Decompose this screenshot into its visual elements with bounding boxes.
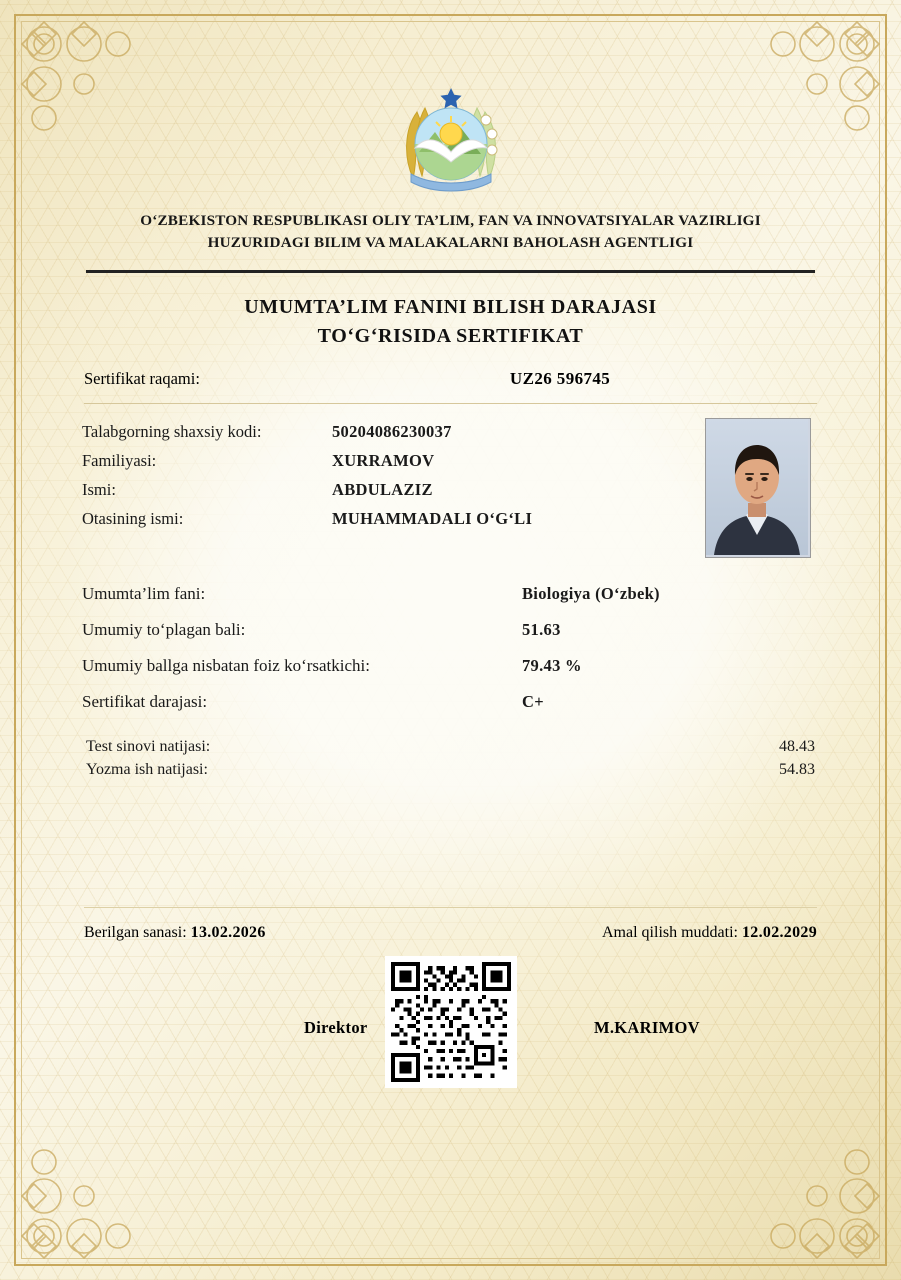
result-row-written: [82, 761, 819, 779]
organisation-title-line-1: O‘ZBEKISTON RESPUBLIKASI OLIY TA’LIM, FAN VA INNOVATSIYALAR VAZIRLIGI: [140, 212, 761, 229]
issue-date: [84, 924, 266, 942]
qr-code-image: [391, 962, 511, 1082]
field-patronymic-label: Otasining ismi:: [82, 509, 184, 529]
applicant-section: [82, 418, 819, 558]
result-test-label: Test sinovi natijasi:: [86, 738, 211, 756]
applicant-photo-image: [706, 419, 808, 555]
field-subject: [82, 584, 819, 604]
field-subject-value: Biologiya (O‘zbek): [522, 584, 660, 604]
field-personal-code-label: Talabgorning shaxsiy kodi:: [82, 422, 262, 442]
applicant-photo: [705, 418, 811, 558]
certificate-number-row: [84, 369, 817, 389]
field-grade-value: C+: [522, 692, 544, 712]
field-firstname: [82, 480, 692, 500]
emblem-wrapper: [82, 82, 819, 200]
results-section: [82, 738, 819, 779]
field-grade: [82, 692, 819, 712]
field-surname: [82, 451, 692, 471]
issue-date-label: Berilgan sanasi:: [84, 924, 187, 942]
certificate-number-value: UZ26 596745: [509, 369, 611, 389]
organisation-title: [82, 210, 819, 254]
page-title: [82, 293, 819, 351]
corner-ornament-bottom-left: [18, 1142, 138, 1262]
field-patronymic: [82, 509, 692, 529]
field-firstname-label: Ismi:: [82, 480, 116, 500]
field-patronymic-value: MUHAMMADALI O‘G‘LI: [332, 509, 533, 529]
certificate-number-label: Sertifikat raqami:: [84, 369, 200, 389]
field-grade-label: Sertifikat darajasi:: [82, 692, 208, 712]
divider-thin-bottom: [84, 907, 817, 908]
result-written-label: Yozma ish natijasi:: [86, 761, 208, 779]
validity-date-value: 12.02.2029: [742, 924, 817, 942]
dates-section: [82, 924, 819, 942]
director-name: M.KARIMOV: [594, 1018, 700, 1038]
validity-date: [602, 924, 817, 942]
field-personal-code-value: 50204086230037: [332, 422, 452, 442]
corner-ornament-bottom-right: [763, 1142, 883, 1262]
certificate-content: [20, 20, 881, 1106]
field-total-score-value: 51.63: [522, 620, 561, 640]
issue-date-value: 13.02.2026: [190, 924, 266, 942]
field-total-score: [82, 620, 819, 640]
field-percentage-value: 79.43 %: [522, 656, 582, 676]
result-written-value: 54.83: [779, 761, 815, 779]
uzbekistan-state-emblem-icon: [391, 82, 511, 200]
field-subject-label: Umumta’lim fani:: [82, 584, 206, 604]
field-firstname-value: ABDULAZIZ: [332, 480, 433, 500]
field-surname-label: Familiyasi:: [82, 451, 157, 471]
divider-thin-top: [84, 403, 817, 404]
applicant-fields: [82, 418, 692, 538]
director-title: Direktor: [304, 1018, 368, 1038]
qr-code[interactable]: [385, 956, 517, 1088]
result-row-test: [82, 738, 819, 756]
validity-date-label: Amal qilish muddati:: [602, 924, 738, 942]
organisation-title-line-2: HUZURIDAGI BILIM VA MALAKALARNI BAHOLASH AGENTLIGI: [207, 234, 694, 252]
field-percentage: [82, 656, 819, 676]
divider-thick: [86, 270, 815, 273]
subject-section: [82, 584, 819, 712]
result-test-value: 48.43: [779, 738, 815, 756]
field-surname-value: XURRAMOV: [332, 451, 435, 471]
field-personal-code: [82, 422, 692, 442]
field-total-score-label: Umumiy to‘plagan bali:: [82, 620, 246, 640]
field-percentage-label: Umumiy ballga nisbatan foiz ko‘rsatkichi:: [82, 656, 370, 676]
footer-section: [82, 956, 819, 1106]
document-title-line-1: UMUMTA’LIM FANINI BILISH DARAJASI: [244, 296, 657, 319]
document-title-line-2: TO‘G‘RISIDA SERTIFIKAT: [317, 325, 584, 348]
